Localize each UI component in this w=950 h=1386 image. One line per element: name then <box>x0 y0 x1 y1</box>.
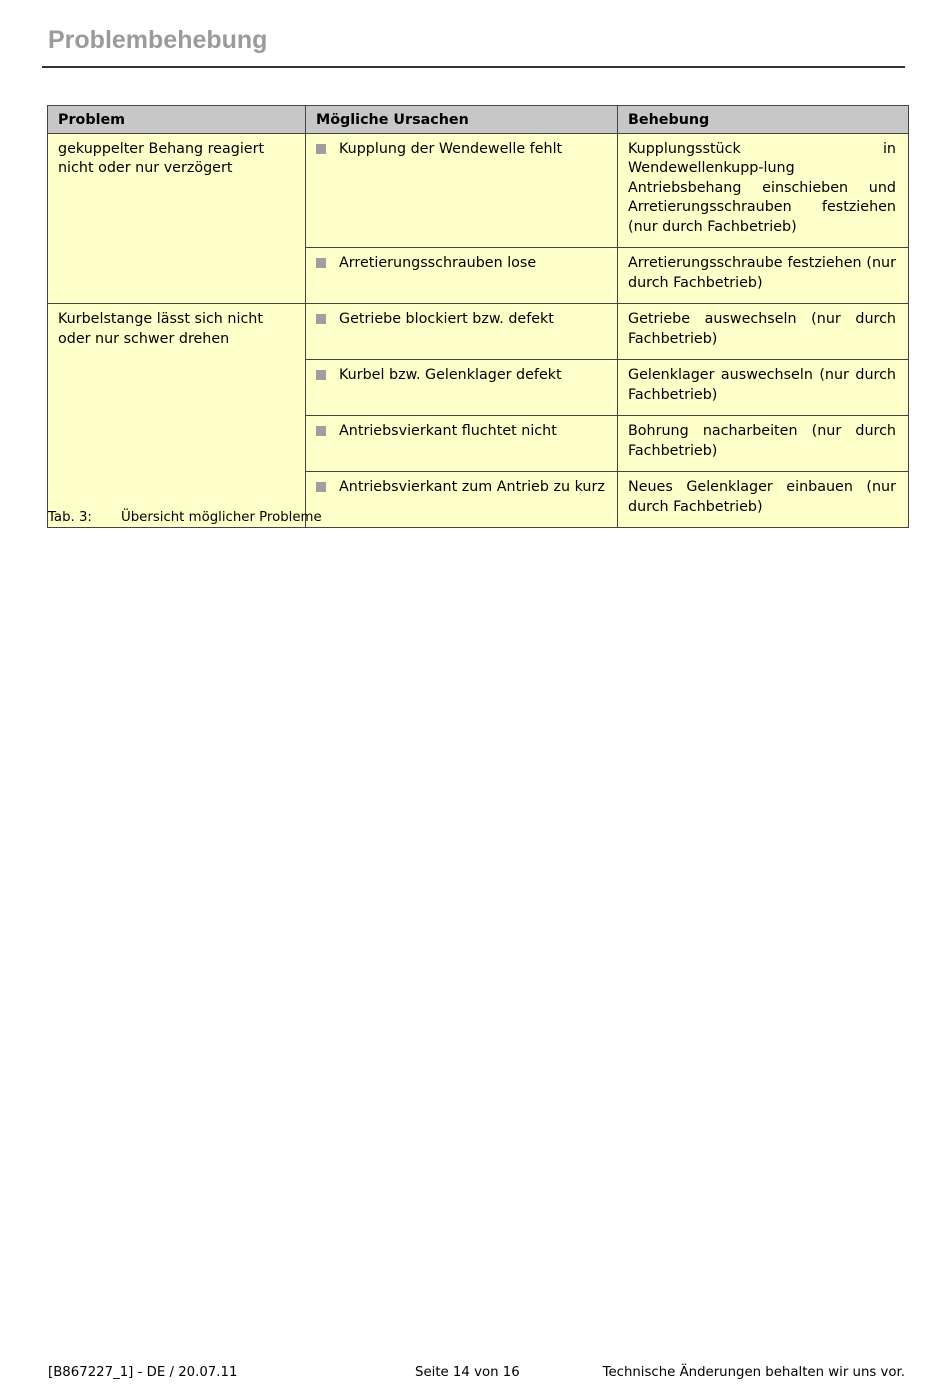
caption-text: Übersicht möglicher Probleme <box>121 510 322 525</box>
cause-cell <box>306 360 618 416</box>
troubleshooting-table <box>47 105 909 528</box>
square-bullet-icon <box>316 258 326 268</box>
problem-cell: Kurbelstange lässt sich nicht oder nur schwer drehen <box>48 304 306 528</box>
cause-text: Kupplung der Wendewelle fehlt <box>339 140 563 157</box>
cause-text: Antriebsvierkant zum Antrieb zu kurz <box>339 479 605 495</box>
table-row <box>48 304 909 360</box>
cause-cell <box>306 248 618 304</box>
cause-cell <box>306 472 618 528</box>
footer-disclaimer: Technische Änderungen behalten wir uns vor. <box>602 1365 905 1380</box>
cause-cell <box>306 133 618 248</box>
square-bullet-icon <box>316 482 326 492</box>
footer-document-id: [B867227_1] - DE / 20.07.11 <box>48 1365 238 1380</box>
cause-text: Getriebe blockiert bzw. defekt <box>339 311 554 327</box>
title-divider <box>42 66 905 68</box>
footer-page-number: Seite 14 von 16 <box>415 1365 520 1380</box>
table-caption <box>48 510 322 525</box>
cause-text: Arretierungsschrauben lose <box>339 255 537 271</box>
square-bullet-icon <box>316 314 326 324</box>
cause-text: Kurbel bzw. Gelenklager defekt <box>339 367 562 383</box>
header-causes: Mögliche Ursachen <box>306 106 618 134</box>
remedy-cell: Neues Gelenklager einbauen (nur durch Fachbetrieb) <box>618 472 909 528</box>
page-title: Problembehebung <box>48 26 268 54</box>
square-bullet-icon <box>316 426 326 436</box>
remedy-cell: Gelenklager auswechseln (nur durch Fachbetrieb) <box>618 360 909 416</box>
cause-cell <box>306 416 618 472</box>
header-problem: Problem <box>48 106 306 134</box>
cause-text: Antriebsvierkant fluchtet nicht <box>339 423 557 439</box>
caption-label: Tab. 3: <box>48 510 92 525</box>
remedy-cell: Kupplungsstück in Wendewellenkupp-lung Antriebsbehang einschieben und Arretierungsschrauben festziehen (nur durch Fachbetrieb) <box>618 133 909 248</box>
cause-cell <box>306 304 618 360</box>
table-row <box>48 133 909 248</box>
table-header-row <box>48 106 909 134</box>
remedy-cell: Arretierungsschraube festziehen (nur durch Fachbetrieb) <box>618 248 909 304</box>
remedy-cell: Bohrung nacharbeiten (nur durch Fachbetrieb) <box>618 416 909 472</box>
remedy-cell: Getriebe auswechseln (nur durch Fachbetrieb) <box>618 304 909 360</box>
header-remedy: Behebung <box>618 106 909 134</box>
square-bullet-icon <box>316 144 326 154</box>
square-bullet-icon <box>316 370 326 380</box>
problem-cell: gekuppelter Behang reagiert nicht oder nur verzögert <box>48 133 306 304</box>
